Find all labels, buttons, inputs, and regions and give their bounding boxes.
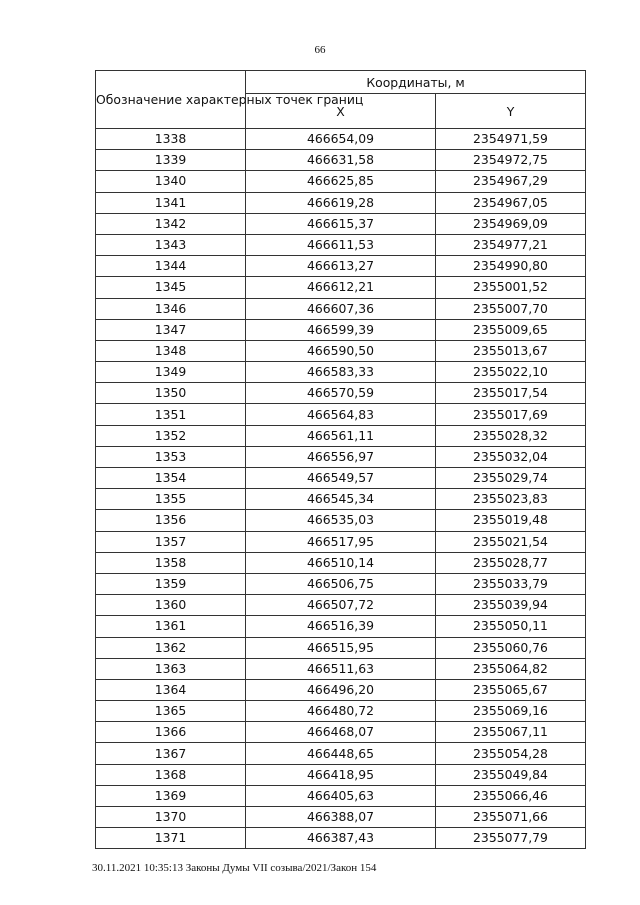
point-id-cell: 1370 bbox=[96, 807, 246, 828]
x-coordinate-cell: 466388,07 bbox=[246, 807, 436, 828]
table-row bbox=[96, 129, 586, 150]
y-coordinate-cell: 2354967,29 bbox=[436, 171, 586, 192]
y-coordinate-cell: 2354969,09 bbox=[436, 213, 586, 234]
x-coordinate-cell: 466510,14 bbox=[246, 552, 436, 573]
point-id-cell: 1350 bbox=[96, 383, 246, 404]
y-coordinate-cell: 2355022,10 bbox=[436, 362, 586, 383]
table-row bbox=[96, 595, 586, 616]
table-row bbox=[96, 679, 586, 700]
x-coordinate-cell: 466448,65 bbox=[246, 743, 436, 764]
point-id-cell: 1360 bbox=[96, 595, 246, 616]
point-id-cell: 1342 bbox=[96, 213, 246, 234]
x-coordinate-cell: 466583,33 bbox=[246, 362, 436, 383]
point-id-cell: 1345 bbox=[96, 277, 246, 298]
point-id-cell: 1368 bbox=[96, 764, 246, 785]
x-coordinate-cell: 466511,63 bbox=[246, 658, 436, 679]
table-row bbox=[96, 340, 586, 361]
table-row bbox=[96, 764, 586, 785]
y-coordinate-cell: 2355066,46 bbox=[436, 785, 586, 806]
y-coordinate-cell: 2355077,79 bbox=[436, 828, 586, 849]
table-row bbox=[96, 171, 586, 192]
table-row bbox=[96, 404, 586, 425]
document-footer: 30.11.2021 10:35:13 Законы Думы VII созыва/2021/Закон 154 bbox=[92, 862, 377, 874]
table-row bbox=[96, 277, 586, 298]
table-row bbox=[96, 362, 586, 383]
table-row bbox=[96, 489, 586, 510]
point-id-cell: 1361 bbox=[96, 616, 246, 637]
x-coordinate-cell: 466607,36 bbox=[246, 298, 436, 319]
x-coordinate-cell: 466418,95 bbox=[246, 764, 436, 785]
table-row bbox=[96, 807, 586, 828]
x-coordinate-cell: 466480,72 bbox=[246, 701, 436, 722]
x-coordinate-cell: 466611,53 bbox=[246, 234, 436, 255]
header-point-name: Обозначение характерных точек границ bbox=[96, 71, 246, 129]
y-coordinate-cell: 2354967,05 bbox=[436, 192, 586, 213]
x-coordinate-cell: 466590,50 bbox=[246, 340, 436, 361]
y-coordinate-cell: 2355019,48 bbox=[436, 510, 586, 531]
point-id-cell: 1369 bbox=[96, 785, 246, 806]
y-coordinate-cell: 2355017,54 bbox=[436, 383, 586, 404]
y-coordinate-cell: 2355028,32 bbox=[436, 425, 586, 446]
table-row bbox=[96, 722, 586, 743]
point-id-cell: 1356 bbox=[96, 510, 246, 531]
point-id-cell: 1341 bbox=[96, 192, 246, 213]
x-coordinate-cell: 466613,27 bbox=[246, 256, 436, 277]
x-coordinate-cell: 466496,20 bbox=[246, 679, 436, 700]
x-coordinate-cell: 466564,83 bbox=[246, 404, 436, 425]
x-coordinate-cell: 466506,75 bbox=[246, 573, 436, 594]
y-coordinate-cell: 2355032,04 bbox=[436, 446, 586, 467]
x-coordinate-cell: 466516,39 bbox=[246, 616, 436, 637]
y-coordinate-cell: 2355049,84 bbox=[436, 764, 586, 785]
table-row bbox=[96, 510, 586, 531]
point-id-cell: 1346 bbox=[96, 298, 246, 319]
point-id-cell: 1366 bbox=[96, 722, 246, 743]
y-coordinate-cell: 2355050,11 bbox=[436, 616, 586, 637]
point-id-cell: 1354 bbox=[96, 468, 246, 489]
table-row bbox=[96, 531, 586, 552]
point-id-cell: 1364 bbox=[96, 679, 246, 700]
point-id-cell: 1349 bbox=[96, 362, 246, 383]
x-coordinate-cell: 466556,97 bbox=[246, 446, 436, 467]
x-coordinate-cell: 466654,09 bbox=[246, 129, 436, 150]
y-coordinate-cell: 2354971,59 bbox=[436, 129, 586, 150]
table-row bbox=[96, 637, 586, 658]
x-coordinate-cell: 466625,85 bbox=[246, 171, 436, 192]
point-id-cell: 1353 bbox=[96, 446, 246, 467]
point-id-cell: 1347 bbox=[96, 319, 246, 340]
point-id-cell: 1363 bbox=[96, 658, 246, 679]
table-row bbox=[96, 658, 586, 679]
x-coordinate-cell: 466535,03 bbox=[246, 510, 436, 531]
y-coordinate-cell: 2355023,83 bbox=[436, 489, 586, 510]
y-coordinate-cell: 2355033,79 bbox=[436, 573, 586, 594]
y-coordinate-cell: 2355071,66 bbox=[436, 807, 586, 828]
x-coordinate-cell: 466468,07 bbox=[246, 722, 436, 743]
point-id-cell: 1343 bbox=[96, 234, 246, 255]
table-row bbox=[96, 298, 586, 319]
coordinates-table bbox=[95, 70, 586, 849]
point-id-cell: 1352 bbox=[96, 425, 246, 446]
point-id-cell: 1359 bbox=[96, 573, 246, 594]
point-id-cell: 1339 bbox=[96, 150, 246, 171]
table-body bbox=[96, 129, 586, 849]
table-row bbox=[96, 743, 586, 764]
y-coordinate-cell: 2355060,76 bbox=[436, 637, 586, 658]
y-coordinate-cell: 2355001,52 bbox=[436, 277, 586, 298]
y-coordinate-cell: 2355007,70 bbox=[436, 298, 586, 319]
x-coordinate-cell: 466387,43 bbox=[246, 828, 436, 849]
y-coordinate-cell: 2355029,74 bbox=[436, 468, 586, 489]
y-coordinate-cell: 2355065,67 bbox=[436, 679, 586, 700]
header-coordinates: Координаты, м bbox=[246, 71, 586, 94]
y-coordinate-cell: 2355021,54 bbox=[436, 531, 586, 552]
point-id-cell: 1344 bbox=[96, 256, 246, 277]
x-coordinate-cell: 466612,21 bbox=[246, 277, 436, 298]
point-id-cell: 1362 bbox=[96, 637, 246, 658]
table-row bbox=[96, 446, 586, 467]
y-coordinate-cell: 2355064,82 bbox=[436, 658, 586, 679]
point-id-cell: 1358 bbox=[96, 552, 246, 573]
x-coordinate-cell: 466507,72 bbox=[246, 595, 436, 616]
table-row bbox=[96, 573, 586, 594]
x-coordinate-cell: 466405,63 bbox=[246, 785, 436, 806]
point-id-cell: 1371 bbox=[96, 828, 246, 849]
header-y: Y bbox=[436, 94, 586, 129]
point-id-cell: 1338 bbox=[96, 129, 246, 150]
y-coordinate-cell: 2355067,11 bbox=[436, 722, 586, 743]
x-coordinate-cell: 466561,11 bbox=[246, 425, 436, 446]
table-row bbox=[96, 383, 586, 404]
table-header bbox=[96, 71, 586, 129]
table-row bbox=[96, 701, 586, 722]
point-id-cell: 1348 bbox=[96, 340, 246, 361]
x-coordinate-cell: 466599,39 bbox=[246, 319, 436, 340]
y-coordinate-cell: 2355054,28 bbox=[436, 743, 586, 764]
point-id-cell: 1367 bbox=[96, 743, 246, 764]
x-coordinate-cell: 466515,95 bbox=[246, 637, 436, 658]
table-row bbox=[96, 552, 586, 573]
page-number: 66 bbox=[314, 44, 326, 56]
x-coordinate-cell: 466570,59 bbox=[246, 383, 436, 404]
table-row bbox=[96, 616, 586, 637]
table-row bbox=[96, 785, 586, 806]
x-coordinate-cell: 466619,28 bbox=[246, 192, 436, 213]
point-id-cell: 1351 bbox=[96, 404, 246, 425]
table-row bbox=[96, 213, 586, 234]
x-coordinate-cell: 466545,34 bbox=[246, 489, 436, 510]
table-row bbox=[96, 468, 586, 489]
point-id-cell: 1355 bbox=[96, 489, 246, 510]
table-row bbox=[96, 425, 586, 446]
y-coordinate-cell: 2355017,69 bbox=[436, 404, 586, 425]
table-row bbox=[96, 828, 586, 849]
y-coordinate-cell: 2355013,67 bbox=[436, 340, 586, 361]
table-row bbox=[96, 319, 586, 340]
header-x: X bbox=[246, 94, 436, 129]
point-id-cell: 1357 bbox=[96, 531, 246, 552]
x-coordinate-cell: 466517,95 bbox=[246, 531, 436, 552]
y-coordinate-cell: 2354972,75 bbox=[436, 150, 586, 171]
y-coordinate-cell: 2354977,21 bbox=[436, 234, 586, 255]
point-id-cell: 1340 bbox=[96, 171, 246, 192]
table-row bbox=[96, 256, 586, 277]
table-row bbox=[96, 234, 586, 255]
x-coordinate-cell: 466549,57 bbox=[246, 468, 436, 489]
point-id-cell: 1365 bbox=[96, 701, 246, 722]
y-coordinate-cell: 2355009,65 bbox=[436, 319, 586, 340]
y-coordinate-cell: 2355069,16 bbox=[436, 701, 586, 722]
y-coordinate-cell: 2355028,77 bbox=[436, 552, 586, 573]
x-coordinate-cell: 466631,58 bbox=[246, 150, 436, 171]
table-row bbox=[96, 192, 586, 213]
y-coordinate-cell: 2355039,94 bbox=[436, 595, 586, 616]
x-coordinate-cell: 466615,37 bbox=[246, 213, 436, 234]
table-row bbox=[96, 150, 586, 171]
y-coordinate-cell: 2354990,80 bbox=[436, 256, 586, 277]
